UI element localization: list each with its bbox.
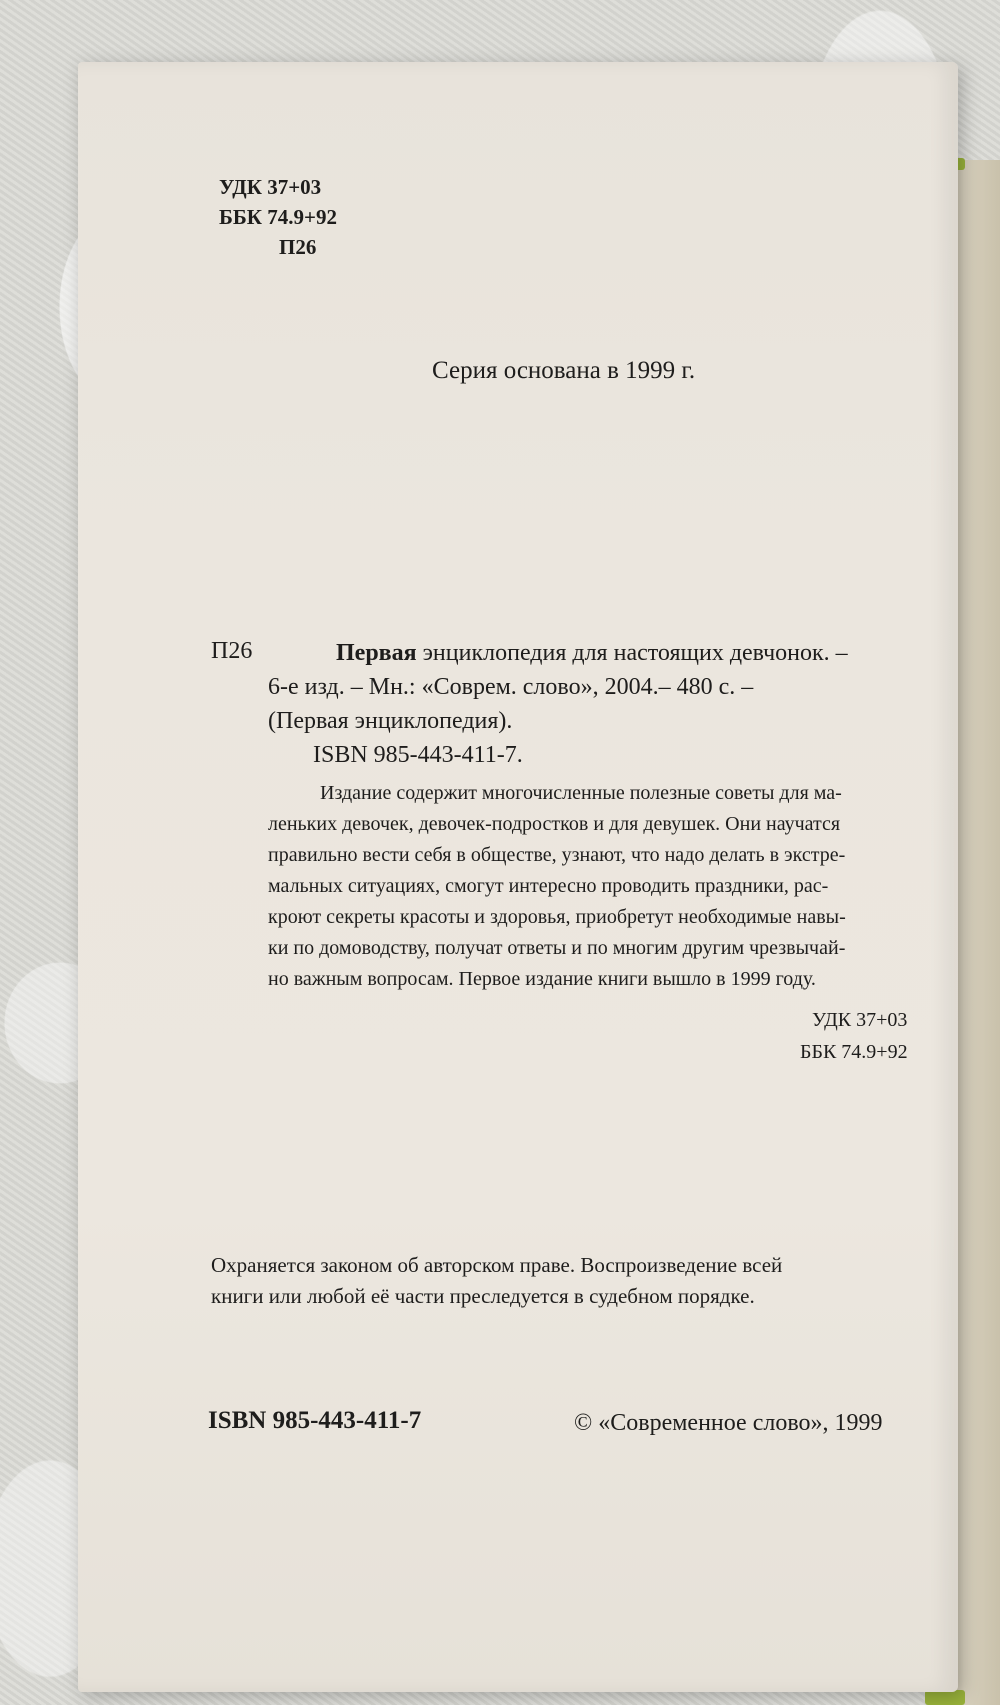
- entry-bbk-code: ББК 74.9+92: [800, 1041, 908, 1063]
- annotation-line: Издание содержит многочисленные полезные советы для ма-: [320, 782, 842, 804]
- catalog-isbn: ISBN 985-443-411-7.: [313, 742, 523, 768]
- annotation-line: но важным вопросам. Первое издание книги вышло в 1999 году.: [268, 968, 816, 990]
- catalog-mark: П26: [211, 638, 253, 664]
- footer-copyright: © «Современное слово», 1999: [574, 1410, 883, 1436]
- annotation-line: ки по домоводству, получат ответы и по многим другим чрезвычай-: [268, 937, 846, 959]
- copyright-notice-line: Охраняется законом об авторском праве. Воспроизведение всей: [211, 1253, 783, 1277]
- catalog-title-bold: Первая: [336, 640, 417, 666]
- copyright-notice-line: книги или любой её части преследуется в судебном порядке.: [211, 1284, 755, 1308]
- cover-edge-bottom: [925, 1690, 965, 1705]
- book-page: [78, 62, 958, 1692]
- annotation-line: мальных ситуациях, смогут интересно проводить праздники, рас-: [268, 875, 829, 897]
- catalog-title-rest: энциклопедия для настоящих девчонок. –: [422, 640, 848, 666]
- annotation-line: леньких девочек, девочек-подростков и для девушек. Они научатся: [268, 813, 841, 835]
- annotation-line: правильно вести себя в обществе, узнают, что надо делать в экстре-: [268, 844, 846, 866]
- author-mark: П26: [279, 235, 317, 259]
- udk-code: УДК 37+03: [219, 175, 322, 199]
- entry-udk-code: УДК 37+03: [812, 1009, 908, 1031]
- catalog-publication-line: 6-е изд. – Мн.: «Соврем. слово», 2004.– 480 с. –: [268, 674, 754, 700]
- catalog-series-line: (Первая энциклопедия).: [268, 708, 513, 734]
- bbk-code: ББК 74.9+92: [219, 205, 337, 229]
- series-note: Серия основана в 1999 г.: [432, 357, 696, 384]
- annotation-line: кроют секреты красоты и здоровья, приобретут необходимые навы-: [268, 906, 846, 928]
- catalog-title-line: [336, 640, 848, 667]
- footer-isbn: ISBN 985-443-411-7: [208, 1407, 422, 1434]
